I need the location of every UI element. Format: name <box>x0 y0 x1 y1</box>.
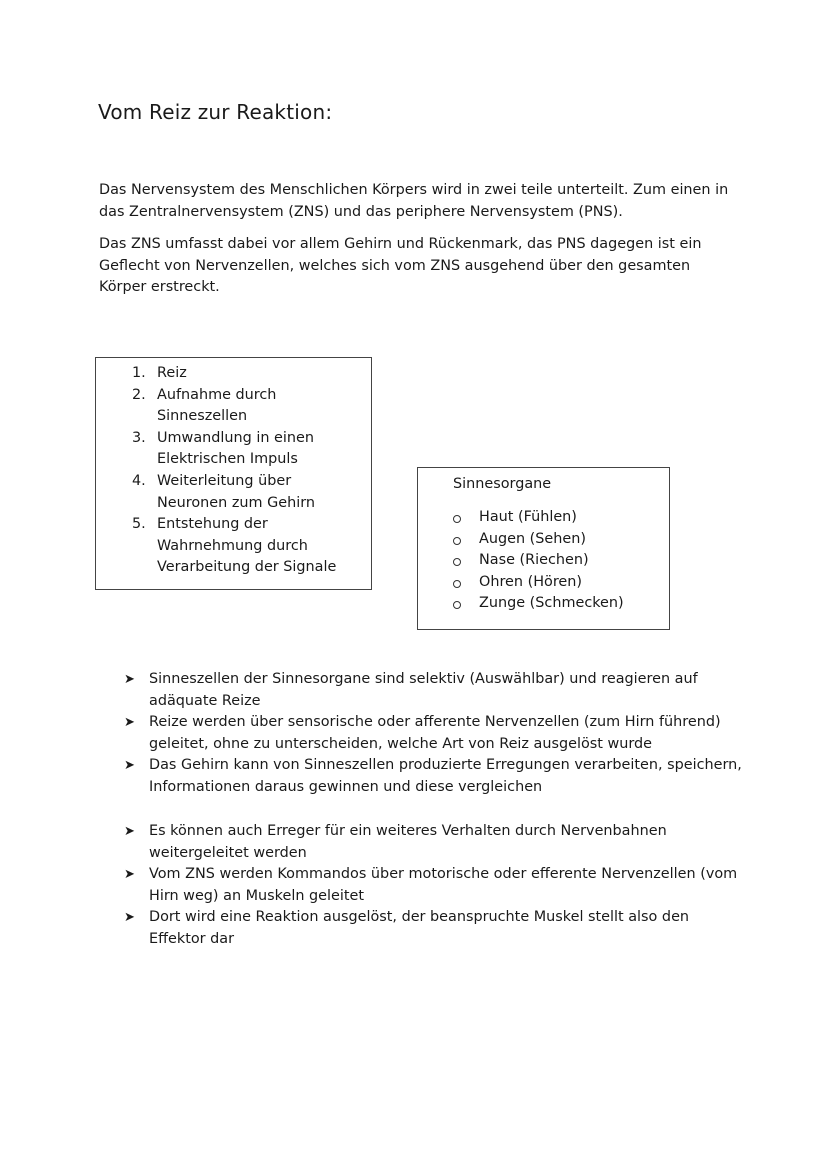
step-item: 2. Aufnahme durch Sinneszellen <box>132 386 277 425</box>
arrow-bullet-icon: ➤ <box>124 910 135 926</box>
bullet-list-1 <box>124 669 744 799</box>
bullet-item: ➤ Reize werden über sensorische oder afferente Nervenzellen (zum Hirn führend) geleitet, ohne zu unterscheiden, welche Art von Reiz ausgelöst wurde <box>124 714 721 752</box>
steps-box <box>95 357 372 590</box>
step-item: 5. Entstehung der Wahrnehmung durch Verarbeitung der Signale <box>132 516 337 576</box>
page-title: Vom Reiz zur Reaktion: <box>98 100 333 124</box>
bullet-item: ➤ Sinneszellen der Sinnesorgane sind selektiv (Auswählbar) und reagieren auf adäquate Reize <box>124 671 698 709</box>
step-item: 3. Umwandlung in einen Elektrischen Impuls <box>132 429 314 468</box>
circle-bullet-icon <box>453 558 461 566</box>
sinnesorgan-item: Haut (Fühlen) <box>451 507 624 529</box>
arrow-bullet-icon: ➤ <box>124 824 135 839</box>
arrow-bullet-icon: ➤ <box>124 758 135 774</box>
bullet-item: ➤ Das Gehirn kann von Sinneszellen produzierte Erregungen verarbeiten, speichern, Informationen daraus gewinnen und diese vergleichen <box>124 757 742 795</box>
bullet-item: ➤ Es können auch Erreger für ein weiteres Verhalten durch Nervenbahnen weitergeleitet werden <box>124 823 667 861</box>
sinnesorgane-box <box>417 467 670 630</box>
circle-bullet-icon <box>453 515 461 523</box>
bullet-item: ➤ Dort wird eine Reaktion ausgelöst, der beanspruchte Muskel stellt also den Effektor dar <box>124 909 690 947</box>
step-item: 1. Reiz <box>132 365 187 381</box>
arrow-bullet-icon: ➤ <box>124 672 135 687</box>
arrow-bullet-icon: ➤ <box>124 867 135 883</box>
sinnesorgan-item: Nase (Riechen) <box>451 550 624 572</box>
sinnesorgane-list <box>451 507 624 615</box>
steps-list <box>132 363 347 579</box>
arrow-bullet-icon: ➤ <box>124 715 135 731</box>
circle-bullet-icon <box>453 601 461 609</box>
intro-paragraph: Das Nervensystem des Menschlichen Körpers wird in zwei teile unterteilt. Zum einen in das Zentralnervensystem (ZNS) und das periphere Nervensystem (PNS). <box>99 182 729 220</box>
bullet-item: ➤ Vom ZNS werden Kommandos über motorische oder efferente Nervenzellen (vom Hirn weg) an Muskeln geleitet <box>124 866 738 904</box>
circle-bullet-icon <box>453 537 461 545</box>
circle-bullet-icon <box>453 580 461 588</box>
step-item: 4. Weiterleitung über Neuronen zum Gehirn <box>132 472 315 511</box>
sinnesorgan-item: Ohren (Hören) <box>451 572 624 594</box>
zns-paragraph: Das ZNS umfasst dabei vor allem Gehirn und Rückenmark, das PNS dagegen ist ein Geflecht von Nervenzellen, welches sich vom ZNS ausgehend über den gesamten Körper erstreckt. <box>99 236 702 296</box>
bullet-list-2 <box>124 821 744 951</box>
sinnesorgan-item: Zunge (Schmecken) <box>451 593 624 615</box>
sinnesorgane-title: Sinnesorgane <box>453 476 552 492</box>
sinnesorgan-item: Augen (Sehen) <box>451 529 624 551</box>
